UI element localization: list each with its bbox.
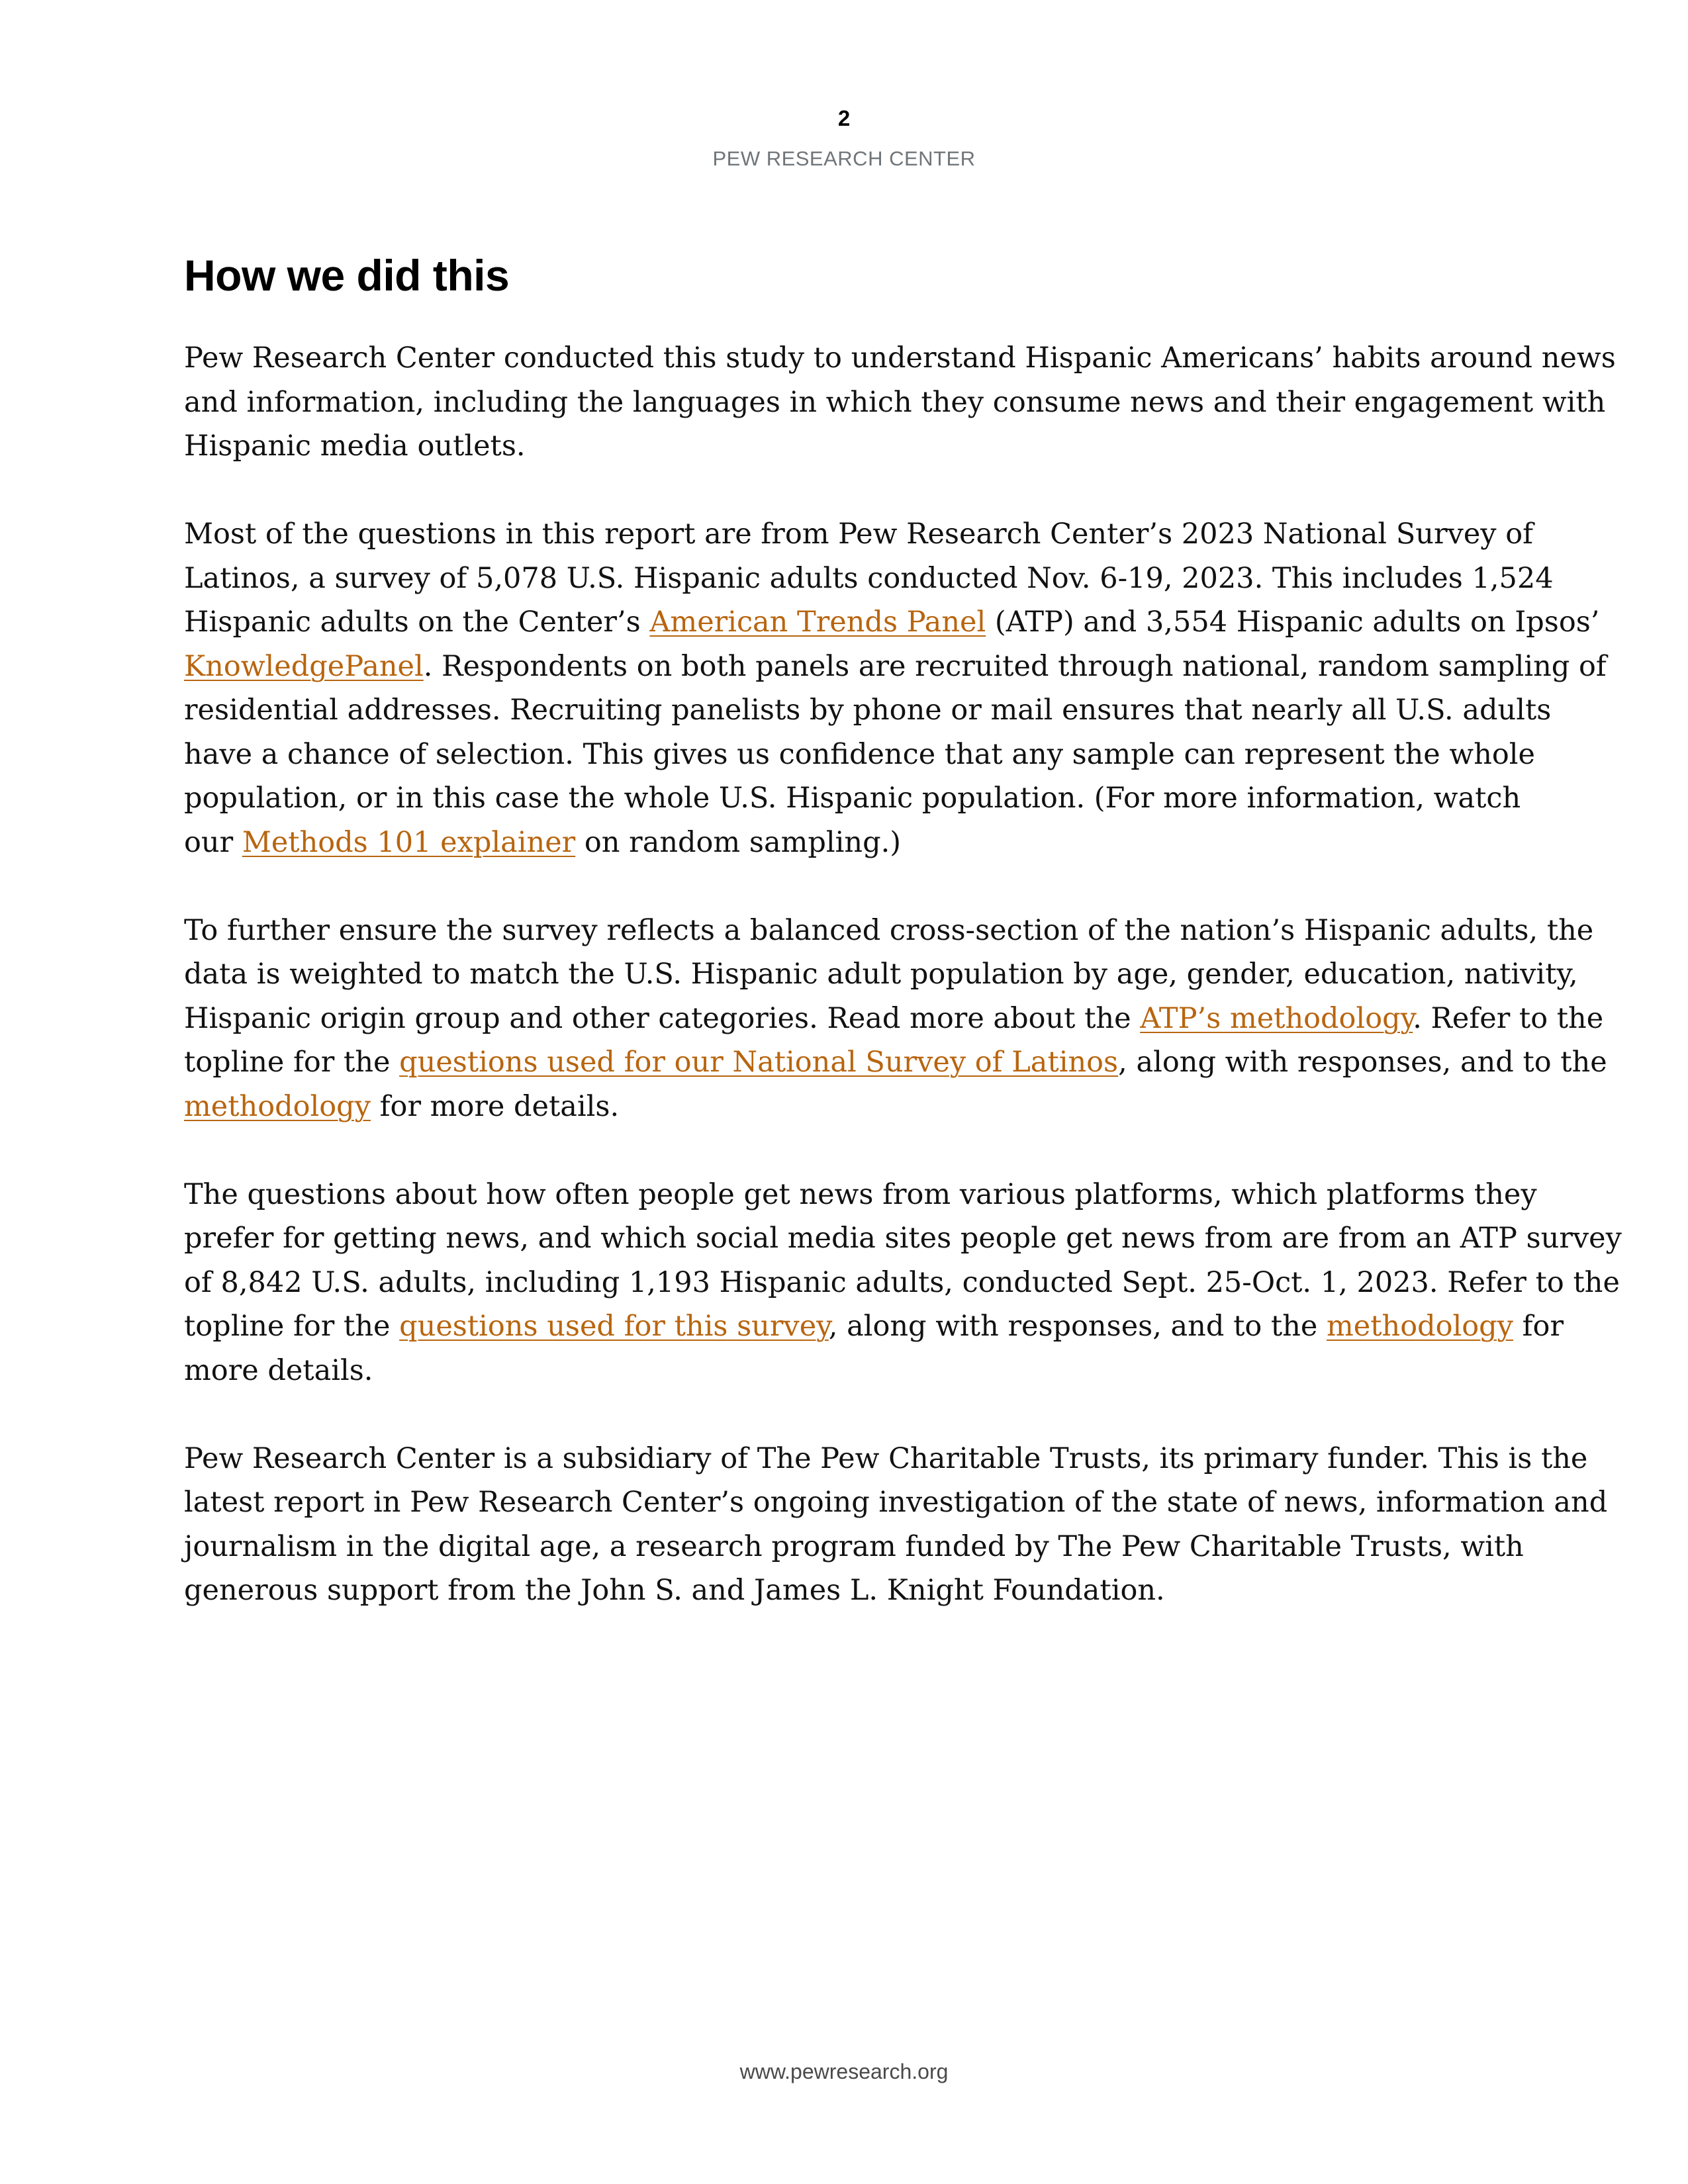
text-line [184, 1304, 1564, 1349]
paragraph-weighting [184, 909, 1607, 1129]
text-line: Pew Research Center is a subsidiary of The Pew Charitable Trusts, its primary funder. This is the [184, 1441, 1588, 1475]
text-fragment: Hispanic adults on the Center’s [184, 606, 650, 639]
text-line: residential addresses. Recruiting panelists by phone or mail ensures that nearly all U.S. adults [184, 694, 1552, 727]
organization-header: PEW RESEARCH CENTER [712, 147, 976, 170]
text-line [184, 997, 1604, 1041]
text-line: To further ensure the survey reflects a balanced cross-section of the nation’s Hispanic adults, the [184, 913, 1594, 947]
text-line [184, 645, 1607, 689]
text-fragment: topline for the [184, 1046, 400, 1079]
text-fragment: , along with responses, and to the [828, 1310, 1327, 1343]
text-fragment: topline for the [184, 1310, 400, 1343]
text-line: and information, including the languages in which they consume news and their engagement with [184, 385, 1606, 419]
paragraph-platforms-survey [184, 1173, 1622, 1393]
text-line: Pew Research Center conducted this study to understand Hispanic Americans’ habits around news [184, 341, 1616, 375]
text-fragment: , along with responses, and to the [1118, 1046, 1607, 1079]
text-line: journalism in the digital age, a research program funded by The Pew Charitable Trusts, with [184, 1529, 1524, 1563]
text-line: of 8,842 U.S. adults, including 1,193 Hispanic adults, conducted Sept. 25-Oct. 1, 2023. Refer to the [184, 1265, 1620, 1299]
text-line: population, or in this case the whole U.S. Hispanic population. (For more information, watch [184, 782, 1521, 815]
text-line: prefer for getting news, and which social media sites people get news from are from an ATP survey [184, 1222, 1622, 1255]
text-fragment: our [184, 825, 242, 859]
text-fragment: (ATP) and 3,554 Hispanic adults on Ipsos’ [986, 606, 1600, 639]
paragraph-funding [184, 1437, 1608, 1613]
text-line: more details. [184, 1353, 373, 1387]
atp-methodology-link[interactable]: ATP’s methodology [1140, 1001, 1413, 1035]
text-line [184, 821, 1515, 865]
text-line: Most of the questions in this report are from Pew Research Center’s 2023 National Survey of [184, 518, 1534, 551]
article-body [184, 336, 1622, 1657]
text-line: have a chance of selection. This gives us confidence that any sample can represent the whole [184, 737, 1535, 771]
knowledgepanel-link[interactable]: KnowledgePanel [184, 649, 424, 683]
page-number: 2 [837, 106, 851, 130]
survey-questions-link[interactable]: questions used for this survey [399, 1310, 829, 1343]
text-line: Hispanic media outlets. [184, 430, 526, 463]
methods-101-explainer-link[interactable]: Methods 101 explainer [242, 825, 576, 859]
text-line: latest report in Pew Research Center’s ongoing investigation of the state of news, information and [184, 1486, 1608, 1519]
text-line [184, 1085, 1515, 1129]
nsl-questions-link[interactable]: questions used for our National Survey of Latinos [399, 1046, 1119, 1079]
text-fragment: for more details. [370, 1089, 620, 1123]
footer-url: www.pewresearch.org [739, 2060, 949, 2083]
text-line: The questions about how often people get news from various platforms, which platforms they [184, 1177, 1537, 1211]
text-fragment: Hispanic origin group and other categories. Read more about the [184, 1001, 1141, 1035]
nsl-methodology-link[interactable]: methodology [184, 1089, 371, 1123]
text-line [184, 1040, 1607, 1085]
text-line: generous support from the John S. and James L. Knight Foundation. [184, 1574, 1165, 1607]
text-fragment: for [1513, 1310, 1564, 1343]
paragraph-intro [184, 336, 1616, 469]
text-line: Latinos, a survey of 5,078 U.S. Hispanic adults conducted Nov. 6-19, 2023. This includes 1,524 [184, 561, 1554, 595]
text-fragment: . Refer to the [1413, 1001, 1604, 1035]
text-fragment: on random sampling.) [575, 825, 902, 859]
page-title: How we did this [184, 251, 510, 300]
paragraph-survey-source [184, 512, 1607, 864]
text-line: data is weighted to match the U.S. Hispanic adult population by age, gender, education, nativity, [184, 958, 1578, 991]
text-fragment: . Respondents on both panels are recruited through national, random sampling of [423, 649, 1607, 683]
text-line [184, 600, 1600, 645]
survey-methodology-link[interactable]: methodology [1327, 1310, 1513, 1343]
american-trends-panel-link[interactable]: American Trends Panel [649, 606, 986, 639]
